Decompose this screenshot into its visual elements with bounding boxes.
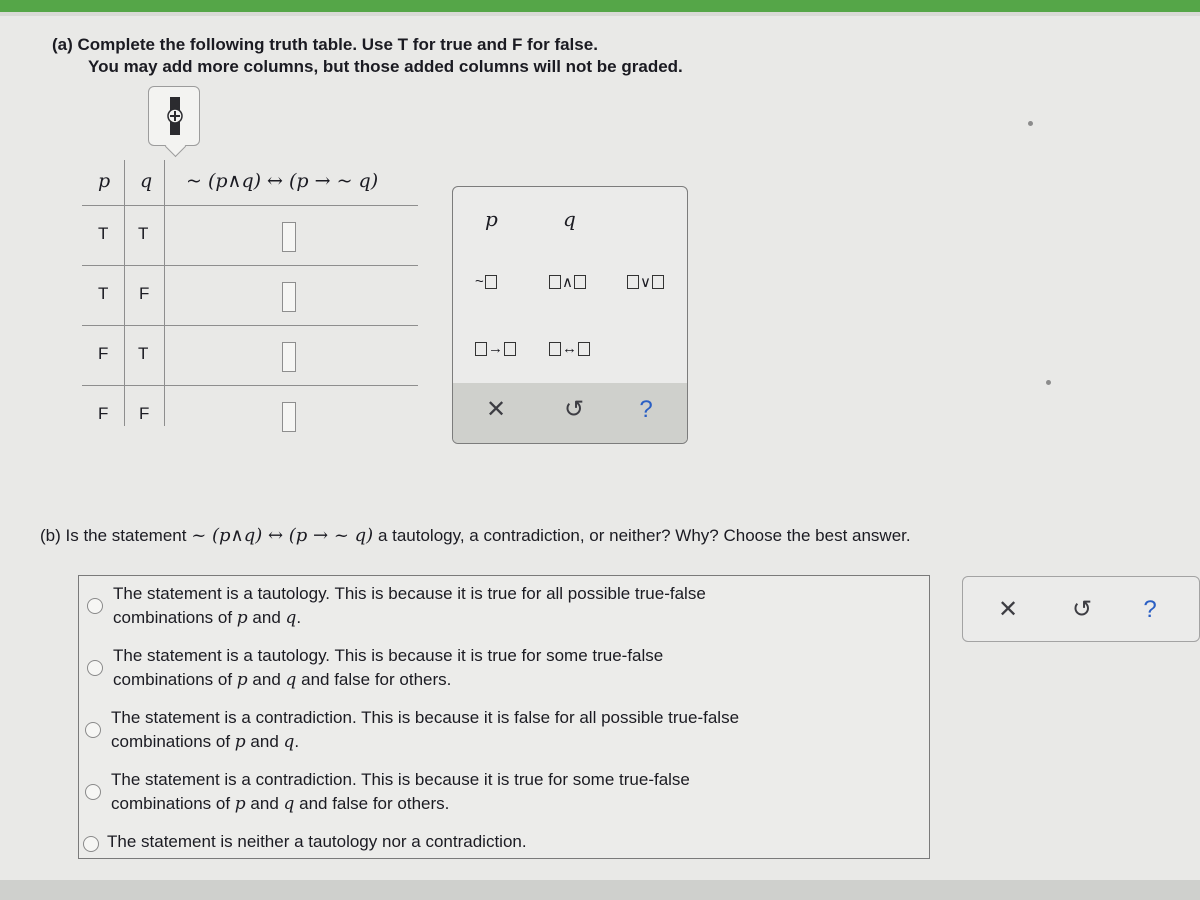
choice-3-line2: combinations of p and q.	[111, 732, 300, 752]
table-row	[82, 386, 418, 446]
palette-iff-button[interactable]	[549, 340, 590, 357]
placeholder-box-icon	[549, 275, 561, 289]
placeholder-box-icon	[652, 275, 664, 289]
choice-4-line2: combinations of p and q and false for others.	[111, 794, 450, 814]
add-column-button[interactable]	[148, 86, 200, 146]
choice-2-line2: combinations of p and q and false for others.	[113, 670, 452, 690]
undo-answer-button[interactable]	[1067, 595, 1097, 625]
clear-icon: ✕	[997, 596, 1019, 623]
placeholder-box-icon	[475, 342, 487, 356]
answer-choices	[78, 575, 930, 859]
choice-radio-3[interactable]	[85, 722, 101, 738]
table-row	[82, 326, 418, 386]
placeholder-box-icon	[578, 342, 590, 356]
header-p: p	[98, 170, 111, 192]
choice-1-line2: combinations of p and q.	[113, 608, 302, 628]
not-symbol: ~	[475, 273, 484, 290]
help-icon: ?	[1143, 596, 1157, 623]
palette-q-button[interactable]: q	[563, 207, 576, 231]
choice-1[interactable]	[113, 582, 706, 630]
palette-not-button[interactable]	[475, 273, 497, 290]
and-symbol: ∧	[562, 274, 573, 291]
choice-radio-5[interactable]	[83, 836, 99, 852]
part-a-line1: (a) Complete the following truth table. Use T for true and F for false.	[52, 35, 598, 54]
help-icon: ?	[639, 396, 653, 423]
top-status-strip	[0, 0, 1200, 12]
truth-table	[82, 160, 418, 446]
cell-p: F	[98, 344, 109, 363]
question-suffix: a tautology, a contradiction, or neither? Why? Choose the best answer.	[377, 526, 911, 545]
palette-and-button[interactable]	[549, 273, 586, 291]
placeholder-box-icon	[504, 342, 516, 356]
or-symbol: ∨	[640, 274, 651, 291]
choice-radio-2[interactable]	[87, 660, 103, 676]
clear-button[interactable]	[481, 395, 511, 425]
top-strip-shadow	[0, 12, 1200, 16]
table-row	[82, 266, 418, 326]
placeholder-box-icon	[627, 275, 639, 289]
help-button[interactable]	[631, 395, 661, 425]
bottom-strip	[0, 880, 1200, 900]
truth-table-header	[82, 160, 418, 206]
cell-p: T	[98, 284, 109, 303]
choice-3-line1: The statement is a contradiction. This is because it is false for all possible true-false	[111, 708, 740, 727]
placeholder-box-icon	[485, 275, 497, 289]
palette-or-button[interactable]	[627, 273, 664, 291]
cell-q: F	[139, 404, 150, 423]
choice-4-line1: The statement is a contradiction. This is because it is true for some true-false	[111, 770, 690, 789]
part-a-line2: You may add more columns, but those added columns will not be graded.	[88, 57, 683, 76]
question-prefix: (b) Is the statement	[40, 526, 187, 545]
choice-radio-1[interactable]	[87, 598, 103, 614]
cell-q: T	[138, 344, 149, 363]
cell-q: T	[138, 224, 149, 243]
answer-help-button[interactable]	[1135, 595, 1165, 625]
table-row	[82, 206, 418, 266]
answer-action-bar	[962, 576, 1200, 642]
clear-icon: ✕	[485, 396, 507, 423]
header-q: q	[140, 170, 153, 192]
choice-3[interactable]	[111, 706, 739, 754]
placeholder-box-icon	[549, 342, 561, 356]
answer-input[interactable]	[282, 402, 296, 432]
choice-5-line1: The statement is neither a tautology nor a contradiction.	[107, 832, 527, 851]
choice-1-line1: The statement is a tautology. This is because it is true for all possible true-false	[113, 584, 706, 603]
palette-implies-button[interactable]	[475, 340, 516, 357]
undo-button[interactable]	[559, 395, 589, 425]
choice-2[interactable]	[113, 644, 663, 692]
part-b-question	[40, 525, 911, 546]
cell-p: F	[98, 404, 109, 423]
palette-p-button[interactable]: p	[485, 207, 498, 231]
answer-input[interactable]	[282, 342, 296, 372]
symbol-palette	[452, 186, 688, 444]
question-formula: ~ (p∧q) ↔ (p → ~ q)	[191, 525, 374, 546]
cell-q: F	[139, 284, 150, 303]
placeholder-box-icon	[574, 275, 586, 289]
clear-answer-button[interactable]	[993, 595, 1023, 625]
header-expression: ~ (p∧q) ↔ (p → ~ q)	[186, 170, 379, 192]
decorative-dot	[1028, 121, 1033, 126]
part-a-instructions	[52, 34, 683, 78]
answer-input[interactable]	[282, 222, 296, 252]
undo-icon: ↺	[563, 396, 585, 423]
undo-icon: ↺	[1071, 596, 1093, 623]
palette-action-bar	[453, 383, 688, 444]
add-column-icon	[166, 97, 184, 135]
decorative-dot	[1046, 380, 1051, 385]
answer-input[interactable]	[282, 282, 296, 312]
choice-2-line1: The statement is a tautology. This is because it is true for some true-false	[113, 646, 664, 665]
choice-5[interactable]	[107, 830, 527, 854]
implies-symbol: →	[488, 340, 503, 357]
choice-radio-4[interactable]	[85, 784, 101, 800]
choice-4[interactable]	[111, 768, 690, 816]
cell-p: T	[98, 224, 109, 243]
iff-symbol: ↔	[562, 340, 577, 357]
